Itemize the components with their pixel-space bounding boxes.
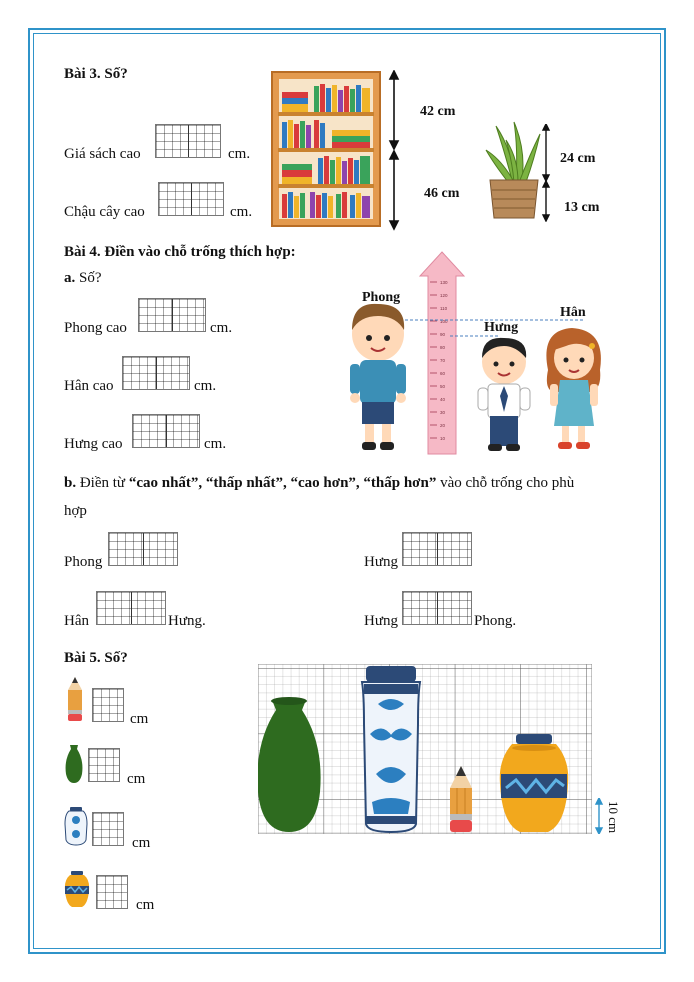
orange-jar-icon <box>64 870 90 908</box>
blue-vase-icon <box>64 806 88 846</box>
shelf-height-answer-box[interactable] <box>155 124 221 158</box>
green-vase-answer-box[interactable] <box>88 748 120 782</box>
grid-blue-vase <box>362 666 420 832</box>
shelf-bottom-dimension: 46 cm <box>424 186 460 201</box>
shelf-top-dimension: 42 cm <box>420 104 456 119</box>
part-b-tail: vào chỗ trống cho phù <box>440 475 575 491</box>
part-b-mid: Điền từ <box>79 475 126 491</box>
hung-height-label: Hưng cao <box>64 436 123 452</box>
bai4-part-b <box>64 475 574 492</box>
bai4-part-a <box>64 270 102 287</box>
pencil-length-answer-box[interactable] <box>92 688 124 722</box>
blue-vase-answer-box[interactable] <box>92 812 124 846</box>
hung-figure <box>478 338 530 451</box>
fill4-right-text: Phong. <box>474 613 517 629</box>
pencil-unit: cm <box>130 711 149 727</box>
shelf-dimension-arrows <box>384 70 404 232</box>
han-figure <box>546 328 601 449</box>
potted-plant-illustration <box>484 120 544 220</box>
fill1-left-text: Phong <box>64 554 103 570</box>
fill3-answer-box[interactable] <box>96 591 166 625</box>
plant-top-dimension: 24 cm <box>560 151 596 166</box>
phong-name-label: Phong <box>362 290 401 305</box>
bai4-title: Bài 4. Điền vào chỗ trống thích hợp: <box>64 244 296 260</box>
hung-height-answer-box[interactable] <box>132 414 200 448</box>
plant-bottom-dimension: 13 cm <box>564 200 600 215</box>
orange-jar-answer-box[interactable] <box>96 875 128 909</box>
ruler-tick-label: 130 <box>440 280 448 285</box>
ruler-tick-label: 20 <box>440 423 446 428</box>
ruler-tick-label: 40 <box>440 397 446 402</box>
phong-height-label: Phong cao <box>64 320 127 336</box>
hung-name-label: Hưng <box>484 320 519 335</box>
green-vase-icon <box>64 744 84 784</box>
ruler-tick-label: 50 <box>440 384 446 389</box>
fill2-left-text: Hưng <box>364 554 398 570</box>
bai3-title: Bài 3. Số? <box>64 66 128 82</box>
fill4-answer-box[interactable] <box>402 591 472 625</box>
phong-figure <box>350 304 406 450</box>
fill4-left-text: Hưng <box>364 613 398 629</box>
bookshelf-illustration <box>270 70 382 228</box>
fill1-answer-box[interactable] <box>108 532 178 566</box>
part-b-words: “cao nhất”, “thấp nhất”, “cao hơn”, “thấp hơn” <box>128 475 437 491</box>
ruler-tick-label: 60 <box>440 371 446 376</box>
han-height-answer-box[interactable] <box>122 356 190 390</box>
orange-jar-unit: cm <box>136 897 155 913</box>
part-a-prefix: a. <box>64 270 76 286</box>
shelf-unit: cm. <box>228 146 251 162</box>
ten-cm-label-wrap <box>598 801 628 834</box>
ruler-tick-label: 120 <box>440 293 448 298</box>
ruler-tick-label: 70 <box>440 358 446 363</box>
han-unit: cm. <box>194 378 217 394</box>
han-height-label: Hân cao <box>64 378 114 394</box>
part-b-prefix: b. <box>64 475 77 491</box>
phong-height-answer-box[interactable] <box>138 298 206 332</box>
hung-unit: cm. <box>204 436 227 452</box>
phong-unit: cm. <box>210 320 233 336</box>
part-a-text: Số? <box>79 270 102 286</box>
fill2-answer-box[interactable] <box>402 532 472 566</box>
ruler-tick-label: 100 <box>440 319 448 324</box>
fill3-left-text: Hân <box>64 613 89 629</box>
plant-dimension-arrows <box>538 124 554 222</box>
blue-vase-unit: cm <box>132 835 151 851</box>
plant-height-answer-box[interactable] <box>158 182 224 216</box>
ruler-tick-label: 30 <box>440 410 446 415</box>
grid-orange-jar <box>500 734 569 832</box>
green-vase-unit: cm <box>127 771 146 787</box>
ruler-tick-label: 110 <box>440 306 448 311</box>
measurement-grid <box>258 664 592 834</box>
height-chart-illustration <box>340 250 620 460</box>
ruler-tick-label: 10 <box>440 436 446 441</box>
pencil-icon <box>64 676 86 722</box>
han-name-label: Hân <box>560 305 586 320</box>
ten-cm-label: 10 cm <box>606 801 621 834</box>
bai5-title: Bài 5. Số? <box>64 650 128 666</box>
shelf-height-label: Giá sách cao <box>64 146 141 162</box>
fill3-right-text: Hưng. <box>168 613 206 629</box>
ruler-tick-label: 90 <box>440 332 446 337</box>
plant-unit: cm. <box>230 204 253 220</box>
part-b-line2: hợp <box>64 503 87 519</box>
plant-height-label: Chậu cây cao <box>64 204 145 220</box>
ruler-tick-label: 80 <box>440 345 446 350</box>
